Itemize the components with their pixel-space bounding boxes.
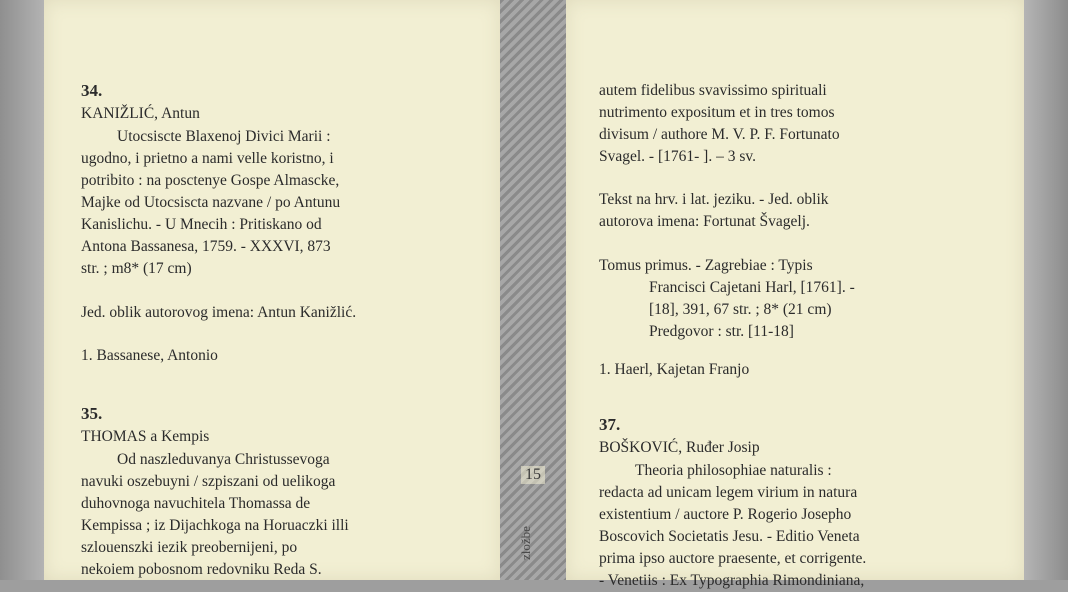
entry-36-line: nutrimento expositum et in tres tomos [599,104,835,121]
entry-35-title-line: navuki oszebuyni / szpiszani od uelikoga [81,473,336,490]
left-page-edge [0,0,44,580]
entry-36-volume-line: Tomus primus. - Zagrebiae : Typis [599,257,813,274]
entry-35-number: 35. [81,404,103,423]
entry-35-title-line: Kempissa ; iz Dijachkoga na Horuaczki illi [81,517,349,534]
entry-34-number: 34. [81,81,103,100]
entry-37-title-line: redacta ad unicam legem virium in natura [599,484,858,501]
entry-34-title-line: Antona Bassanesa, 1759. - XXXVI, 873 [81,238,331,255]
right-page-edge [1024,0,1068,580]
entry-34-title-line: Majke od Utocsiscta nazvane / po Antunu [81,194,341,211]
entry-36-volume-line: Predgovor : str. [11-18] [649,323,794,340]
entry-36-note-line: autorova imena: Fortunat Švagelj. [599,213,810,230]
entry-37-title-line: Boscovich Societatis Jesu. - Editio Veneta [599,528,860,545]
entry-37-title-line: - Venetiis : Ex Typographia Rimondiniana, [599,572,865,589]
entry-36-line: divisum / authore M. V. P. F. Fortunato [599,126,840,143]
entry-34-title-line: Utocsiscte Blaxenoj Divici Marii : [117,128,331,145]
entry-37-title-line: Theoria philosophiae naturalis : [635,462,832,479]
entry-34-title-line: potribito : na posctenye Gospe Almascke, [81,172,340,189]
entry-36-line: autem fidelibus svavissimo spirituali [599,82,827,99]
entry-37-title-line: prima ipso auctore praesente, et corrigente. [599,550,867,567]
entry-36-added-entry: 1. Haerl, Kajetan Franjo [599,361,750,378]
entry-34-added-entry: 1. Bassanese, Antonio [81,347,218,364]
entry-36-volume-line: Francisci Cajetani Harl, [1761]. - [649,279,855,296]
entry-35-title-line: Od naszleduvanya Christussevoga [117,451,330,468]
entry-35-title-line: nekoiem pobosnom redovniku Reda S. [81,561,322,578]
entry-34-title-line: str. ; m8* (17 cm) [81,260,192,277]
side-label: zložbe [518,526,533,560]
entry-37-number: 37. [599,415,621,434]
entry-37-title [599,460,866,592]
entry-36-line: Svagel. - [1761- ]. – 3 sv. [599,148,756,165]
entry-36-continuation [599,80,840,168]
entry-37-heading: BOŠKOVIĆ, Ruđer Josip [599,439,760,456]
entry-35-title-line: duhovnoga navuchitela Thomassa de [81,495,311,512]
entry-34-title-line: ugodno, i prietno a nami velle koristno, i [81,150,334,167]
entry-34-heading: KANIŽLIĆ, Antun [81,105,200,122]
entry-36-volume-line: [18], 391, 67 str. ; 8* (21 cm) [649,301,832,318]
book-gutter [500,0,566,580]
entry-34-title-line: Kanislichu. - U Mnecih : Pritiskano od [81,216,322,233]
entry-35-title-line: szlouenszki iezik preobernijeni, po [81,539,298,556]
entry-35-heading: THOMAS a Kempis [81,428,210,445]
entry-36-volume [599,255,855,343]
page-number: 15 [521,466,545,484]
entry-37-title-line: existentium / auctore P. Rogerio Josepho [599,506,852,523]
entry-36-note-line: Tekst na hrv. i lat. jeziku. - Jed. oblik [599,191,829,208]
entry-34-note: Jed. oblik autorovog imena: Antun Kanižlić. [81,304,357,321]
entry-36-note [599,189,829,233]
entry-34-title [81,126,340,280]
entry-35-title [81,449,349,581]
